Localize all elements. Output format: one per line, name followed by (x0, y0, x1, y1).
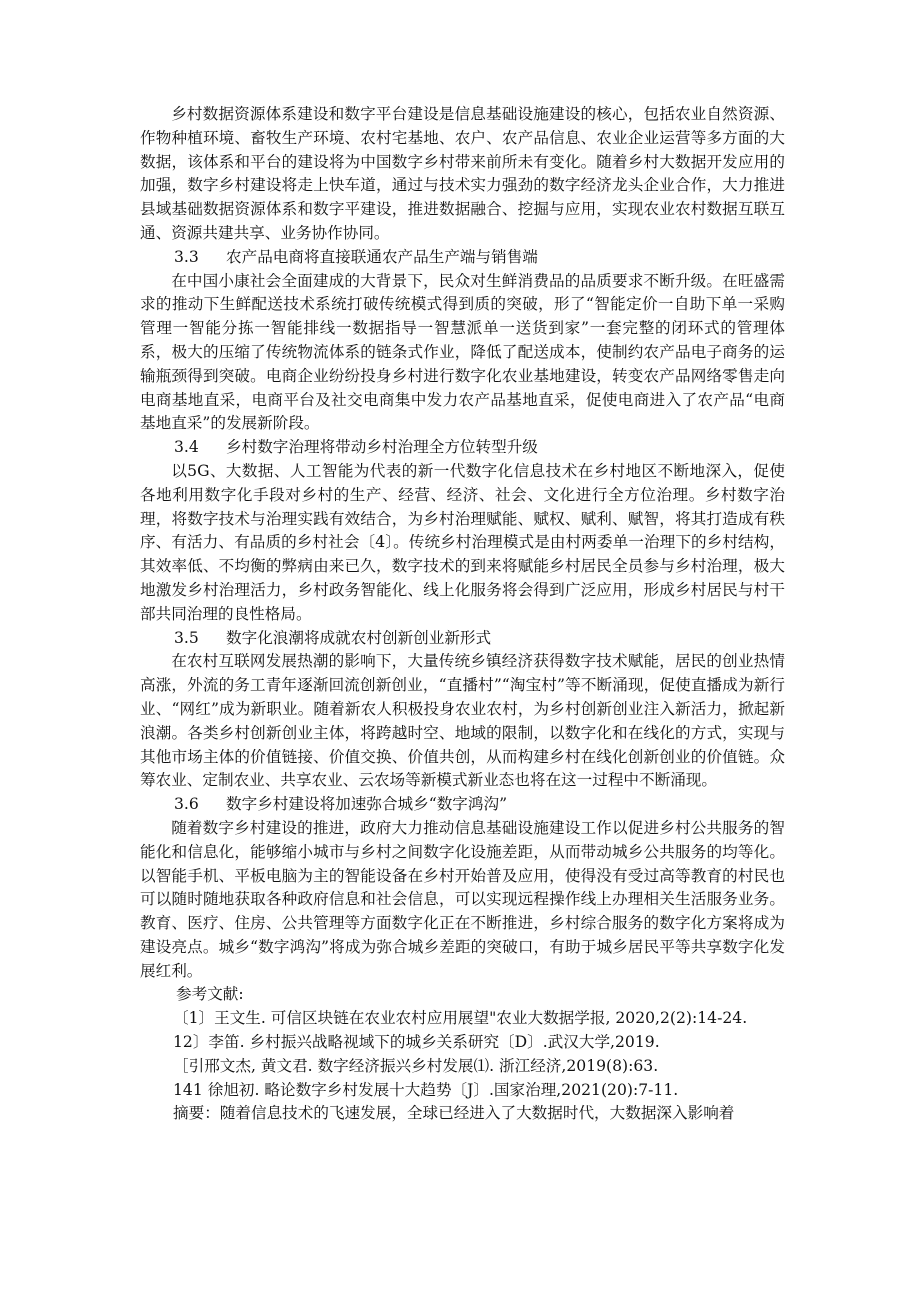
section-number: 3.3 (174, 247, 199, 266)
references-label: 参考文献: (176, 985, 244, 1004)
paragraph-entrepreneurship: 在农村互联网发展热潮的影响下，大量传统乡镇经济获得数字技术赋能，居民的创业热情高涨，外流的务工青年逐渐回流创新创业，“直播村”“淘宝村”等不断涌现，促使直播成为新行业、“网红”成为新职业。随着新农人积极投身农业农村，为乡村创新创业注入新活力，掀起新浪潮。各类乡村创新创业主体，将跨越时空、地域的限制，以数字化和在线化的方式，实现与其他市场主体的价值链接、价值交换、价值共创，从而构建乡村在线化创新创业的价值链。众筹农业、定制农业、共享农业、云农场等新模式新业态也将在这一过程中不断涌现。 (140, 652, 785, 790)
section-title: 乡村数字治理将带动乡村治理全方位转型升级 (226, 438, 538, 457)
abstract-line: 摘要：随着信息技术的飞速发展，全球已经进入了大数据时代，大数据深入影响着 (173, 1104, 735, 1123)
section-heading-3-6 (140, 793, 785, 817)
section-heading-3-4 (140, 436, 785, 460)
reference-item: ［引邢文杰, 黄文君. 数字经济振兴乡村发展⑴. 浙江经济,2019(8):63. (173, 1056, 659, 1075)
section-heading-3-5 (140, 627, 785, 651)
reference-item: 12〕李笛. 乡村振兴战略视域下的城乡关系研究〔D〕.武汉大学,2019. (173, 1033, 660, 1052)
paragraph-ecommerce: 在中国小康社会全面建成的大背景下，民众对生鲜消费品的品质要求不断升级。在旺盛需求的推动下生鲜配送技术系统打破传统模式得到质的突破，形了“智能定价一自助下单一采购管理一智能分拣一智能排线一数据指导一智慧派单一送货到家”一套完整的闭环式的管理体系，极大的压缩了传统物流体系的链条式作业，降低了配送成本，使制约农产品电子商务的运输瓶颈得到突破。电商企业纷纷投身乡村进行数字化农业基地建设，转变农产品网络零售走向电商基地直采，电商平台及社交电商集中发力农产品基地直采，促使电商进入了农产品“电商基地直采”的发展新阶段。 (140, 271, 785, 433)
section-number: 3.5 (174, 628, 199, 647)
reference-item: 141 徐旭初. 略论数字乡村发展十大趋势〔J〕.国家治理,2021(20):7-11. (173, 1080, 679, 1099)
section-number: 3.4 (174, 438, 199, 457)
section-heading-3-3 (140, 246, 785, 270)
reference-item: 〔1〕王文生. 可信区块链在农业农村应用展望"农业大数据学报, 2020,2(2):14-24. (173, 1009, 748, 1028)
section-title: 数字乡村建设将加速弥合城乡“数字鸿沟” (226, 795, 508, 814)
paragraph-governance: 以5G、大数据、人工智能为代表的新一代数字化信息技术在乡村地区不断地深入，促使各地利用数字化手段对乡村的生产、经营、经济、社会、文化进行全方位治理。乡村数字治理，将数字技术与治理实践有效结合，为乡村治理赋能、赋权、赋利、赋智，将其打造成有秩序、有活力、有品质的乡村社会〔4〕。传统乡村治理模式是由村两委单一治理下的乡村结构，其效率低、不均衡的弊病由来已久，数字技术的到来将赋能乡村居民全员参与乡村治理，极大地激发乡村治理活力，乡村政务智能化、线上化服务将会得到广泛应用，形成乡村居民与村干部共同治理的良性格局。 (140, 461, 785, 623)
section-title: 数字化浪潮将成就农村创新创业新形式 (226, 628, 492, 647)
paragraph-digital-divide: 随着数字乡村建设的推进，政府大力推动信息基础设施建设工作以促进乡村公共服务的智能化和信息化，能够缩小城市与乡村之间数字化设施差距，从而带动城乡公共服务的均等化。以智能手机、平板电脑为主的智能设备在乡村开始普及应用，使得没有受过高等教育的村民也可以随时随地获取各种政府信息和社会信息，可以实现远程操作线上办理相关生活服务业务。教育、医疗、住房、公共管理等方面数字化正在不断推进，乡村综合服务的数字化方案将成为建设亮点。城乡“数字鸿沟”将成为弥合城乡差距的突破口，有助于城乡居民平等共享数字化发展红利。 (140, 818, 785, 980)
section-title: 农产品电商将直接联通农产品生产端与销售端 (226, 247, 538, 266)
section-number: 3.6 (174, 795, 199, 814)
paragraph-data-resources: 乡村数据资源体系建设和数字平台建设是信息基础设施建设的核心，包括农业自然资源、作物种植环境、畜牧生产环境、农村宅基地、农户、农产品信息、农业企业运营等多方面的大数据，该体系和平台的建设将为中国数字乡村带来前所未有变化。随着乡村大数据开发应用的加强，数字乡村建设将走上快车道，通过与技术实力强劲的数字经济龙头企业合作，大力推进县域基础数据资源体系和数字平建设，推进数据融合、挖掘与应用，实现农业农村数据互联互通、资源共建共享、业务协作协同。 (140, 105, 785, 242)
document-body (140, 103, 785, 1126)
